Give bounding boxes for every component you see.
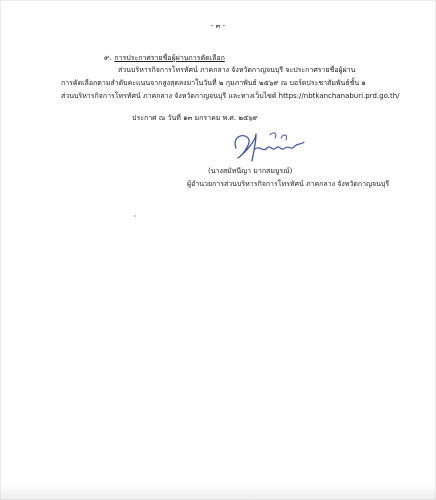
handwritten-signature	[226, 124, 308, 166]
announcement-date: ประกาศ ณ วันที่ ๑๓ มกราคม พ.ศ. ๒๕๖๙	[132, 114, 258, 122]
paragraph-line-3: ส่วนบริหารกิจการโทรทัศน์ ภาคกลาง จังหวัดกาญจนบุรี และทางเว็บไซต์ https://nbtkanchanaburi.prd.go.th/	[61, 92, 400, 100]
paragraph-line-1: ส่วนบริหารกิจการโทรทัศน์ ภาคกลาง จังหวัดกาญจนบุรี จะประกาศรายชื่อผู้ผ่าน	[118, 66, 356, 74]
signer-name: (นางสมัทนีญา มากสมบูรณ์)	[208, 167, 293, 175]
page-edge-shadow	[0, 484, 436, 500]
section-number: ๙.	[104, 54, 112, 62]
page-number: - ๓ -	[210, 22, 226, 30]
signer-position: ผู้อำนวยการส่วนบริหารกิจการโทรทัศน์ ภาคกลาง จังหวัดกาญจนบุรี	[187, 180, 390, 188]
section-title: การประกาศรายชื่อผู้ผ่านการคัดเลือก	[114, 54, 225, 62]
paragraph-line-2: การคัดเลือกตามลำดับคะแนนจากสูงสุดลงมาในวันที่ ๒ กุมภาพันธ์ ๒๕๖๙ ณ บอร์ดประชาสัมพันธ์ชั้น ๑	[61, 79, 366, 87]
scan-speck	[134, 215, 136, 217]
section-heading	[104, 54, 225, 63]
